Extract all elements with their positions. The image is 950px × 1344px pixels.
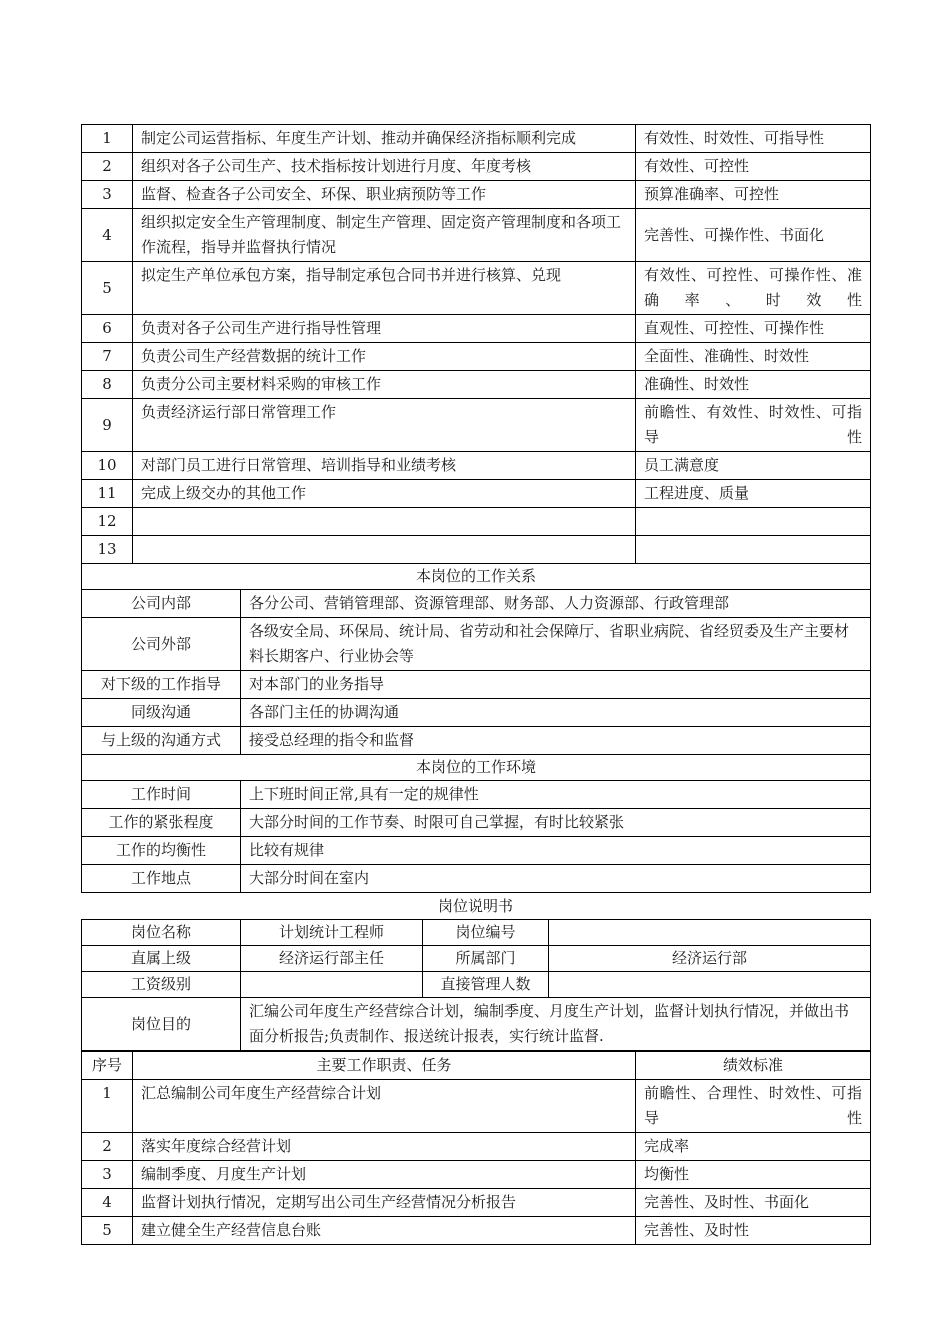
standard-text: 前瞻性、有效性、时效性、可指导性 — [636, 399, 871, 452]
col-standard-header: 绩效标准 — [636, 1052, 871, 1080]
job-duties-table — [81, 1051, 871, 1245]
row-number: 13 — [82, 536, 133, 564]
table-row — [82, 209, 871, 262]
standard-text: 工程进度、质量 — [636, 480, 871, 508]
relation-label: 与上级的沟通方式 — [82, 727, 241, 755]
superior-label: 直属上级 — [82, 946, 241, 972]
duty-text: 负责公司生产经营数据的统计工作 — [133, 343, 636, 371]
table-row — [82, 452, 871, 480]
standard-text: 有效性、可控性 — [636, 153, 871, 181]
environment-row — [82, 837, 871, 865]
environment-label: 工作的均衡性 — [82, 837, 241, 865]
environment-value: 大部分时间的工作节奏、时限可自己掌握，有时比较紧张 — [241, 809, 871, 837]
table-row — [82, 508, 871, 536]
standard-text: 预算准确率、可控性 — [636, 181, 871, 209]
table-row — [82, 536, 871, 564]
standard-text: 有效性、时效性、可指导性 — [636, 125, 871, 153]
header-row — [82, 1052, 871, 1080]
environment-row — [82, 865, 871, 893]
row-number: 1 — [82, 1080, 133, 1133]
purpose-value: 汇编公司年度生产经营综合计划，编制季度、月度生产计划，监督计划执行情况，并做出书面分析报告;负责制作、报送统计报表，实行统计监督. — [241, 998, 871, 1051]
standard-text — [636, 508, 871, 536]
standard-text: 完善性、可操作性、书面化 — [636, 209, 871, 262]
duty-text: 监督、检查各子公司安全、环保、职业病预防等工作 — [133, 181, 636, 209]
row-number: 1 — [82, 125, 133, 153]
job-info-table — [81, 919, 871, 1051]
relation-label: 公司外部 — [82, 618, 241, 671]
managed-count-label: 直接管理人数 — [423, 972, 549, 998]
table-row — [82, 125, 871, 153]
table-row — [82, 315, 871, 343]
job-code-value — [549, 920, 871, 946]
relation-row — [82, 727, 871, 755]
info-row — [82, 920, 871, 946]
relation-label: 对下级的工作指导 — [82, 671, 241, 699]
duty-text: 对部门员工进行日常管理、培训指导和业绩考核 — [133, 452, 636, 480]
duty-text: 组织对各子公司生产、技术指标按计划进行月度、年度考核 — [133, 153, 636, 181]
col-duty-header: 主要工作职责、任务 — [133, 1052, 636, 1080]
row-number: 5 — [82, 262, 133, 315]
environment-value: 上下班时间正常,具有一定的规律性 — [241, 781, 871, 809]
environment-header: 本岗位的工作环境 — [82, 755, 871, 781]
row-number: 9 — [82, 399, 133, 452]
table-row — [82, 1217, 871, 1245]
table-row — [82, 153, 871, 181]
row-number: 11 — [82, 480, 133, 508]
standard-text: 准确性、时效性 — [636, 371, 871, 399]
environment-value: 大部分时间在室内 — [241, 865, 871, 893]
info-row — [82, 946, 871, 972]
row-number: 4 — [82, 209, 133, 262]
document-page — [81, 124, 870, 1245]
standard-text: 全面性、准确性、时效性 — [636, 343, 871, 371]
standard-text: 员工满意度 — [636, 452, 871, 480]
section-header-row — [82, 564, 871, 590]
duties-table — [81, 124, 871, 893]
row-number: 5 — [82, 1217, 133, 1245]
duty-text: 负责经济运行部日常管理工作 — [133, 399, 636, 452]
duty-text: 汇总编制公司年度生产经营综合计划 — [133, 1080, 636, 1133]
row-number: 2 — [82, 1133, 133, 1161]
info-row — [82, 998, 871, 1051]
duty-text: 编制季度、月度生产计划 — [133, 1161, 636, 1189]
table-row — [82, 343, 871, 371]
row-number: 10 — [82, 452, 133, 480]
standard-text: 有效性、可控性、可操作性、准确率、时效性 — [636, 262, 871, 315]
table-row — [82, 1133, 871, 1161]
row-number: 12 — [82, 508, 133, 536]
relation-value: 对本部门的业务指导 — [241, 671, 871, 699]
table-row — [82, 399, 871, 452]
environment-label: 工作时间 — [82, 781, 241, 809]
relation-label: 公司内部 — [82, 590, 241, 618]
row-number: 6 — [82, 315, 133, 343]
standard-text: 直观性、可控性、可操作性 — [636, 315, 871, 343]
relation-row — [82, 590, 871, 618]
job-code-label: 岗位编号 — [423, 920, 549, 946]
environment-row — [82, 781, 871, 809]
relation-value: 各部门主任的协调沟通 — [241, 699, 871, 727]
duty-text: 负责分公司主要材料采购的审核工作 — [133, 371, 636, 399]
duty-text: 落实年度综合经营计划 — [133, 1133, 636, 1161]
table-row — [82, 181, 871, 209]
standard-text: 完成率 — [636, 1133, 871, 1161]
superior-value: 经济运行部主任 — [241, 946, 423, 972]
duty-text: 组织拟定安全生产管理制度、制定生产管理、固定资产管理制度和各项工作流程，指导并监督执行情况 — [133, 209, 636, 262]
standard-text: 前瞻性、合理性、时效性、可指导性 — [636, 1080, 871, 1133]
col-no-header: 序号 — [82, 1052, 133, 1080]
duty-text: 建立健全生产经营信息台账 — [133, 1217, 636, 1245]
job-name-value: 计划统计工程师 — [241, 920, 423, 946]
environment-label: 工作地点 — [82, 865, 241, 893]
relation-label: 同级沟通 — [82, 699, 241, 727]
table-row — [82, 1161, 871, 1189]
relation-value: 各级安全局、环保局、统计局、省劳动和社会保障厅、省职业病院、省经贸委及生产主要材料长期客户、行业协会等 — [241, 618, 871, 671]
relation-value: 接受总经理的指令和监督 — [241, 727, 871, 755]
duty-text — [133, 508, 636, 536]
row-number: 4 — [82, 1189, 133, 1217]
duty-text — [133, 536, 636, 564]
salary-grade-value — [241, 972, 423, 998]
job-description-title: 岗位说明书 — [437, 897, 513, 915]
row-number: 3 — [82, 181, 133, 209]
table-row — [82, 480, 871, 508]
managed-count-value — [549, 972, 871, 998]
row-number: 7 — [82, 343, 133, 371]
duty-text: 监督计划执行情况，定期写出公司生产经营情况分析报告 — [133, 1189, 636, 1217]
duty-text: 负责对各子公司生产进行指导性管理 — [133, 315, 636, 343]
relation-row — [82, 618, 871, 671]
job-name-label: 岗位名称 — [82, 920, 241, 946]
table-row — [82, 1080, 871, 1133]
standard-text: 均衡性 — [636, 1161, 871, 1189]
relation-row — [82, 671, 871, 699]
relation-row — [82, 699, 871, 727]
environment-label: 工作的紧张程度 — [82, 809, 241, 837]
table-row — [82, 262, 871, 315]
purpose-label: 岗位目的 — [82, 998, 241, 1051]
environment-value: 比较有规律 — [241, 837, 871, 865]
table-row — [82, 371, 871, 399]
standard-text: 完善性、及时性 — [636, 1217, 871, 1245]
environment-row — [82, 809, 871, 837]
info-row — [82, 972, 871, 998]
row-number: 2 — [82, 153, 133, 181]
section-header-row — [82, 755, 871, 781]
duty-text: 制定公司运营指标、年度生产计划、推动并确保经济指标顺利完成 — [133, 125, 636, 153]
department-label: 所属部门 — [423, 946, 549, 972]
salary-grade-label: 工资级别 — [82, 972, 241, 998]
department-value: 经济运行部 — [549, 946, 871, 972]
duty-text: 拟定生产单位承包方案，指导制定承包合同书并进行核算、兑现 — [133, 262, 636, 315]
standard-text — [636, 536, 871, 564]
duty-text: 完成上级交办的其他工作 — [133, 480, 636, 508]
relation-value: 各分公司、营销管理部、资源管理部、财务部、人力资源部、行政管理部 — [241, 590, 871, 618]
row-number: 8 — [82, 371, 133, 399]
table-row — [82, 1189, 871, 1217]
standard-text: 完善性、及时性、书面化 — [636, 1189, 871, 1217]
row-number: 3 — [82, 1161, 133, 1189]
relations-header: 本岗位的工作关系 — [82, 564, 871, 590]
